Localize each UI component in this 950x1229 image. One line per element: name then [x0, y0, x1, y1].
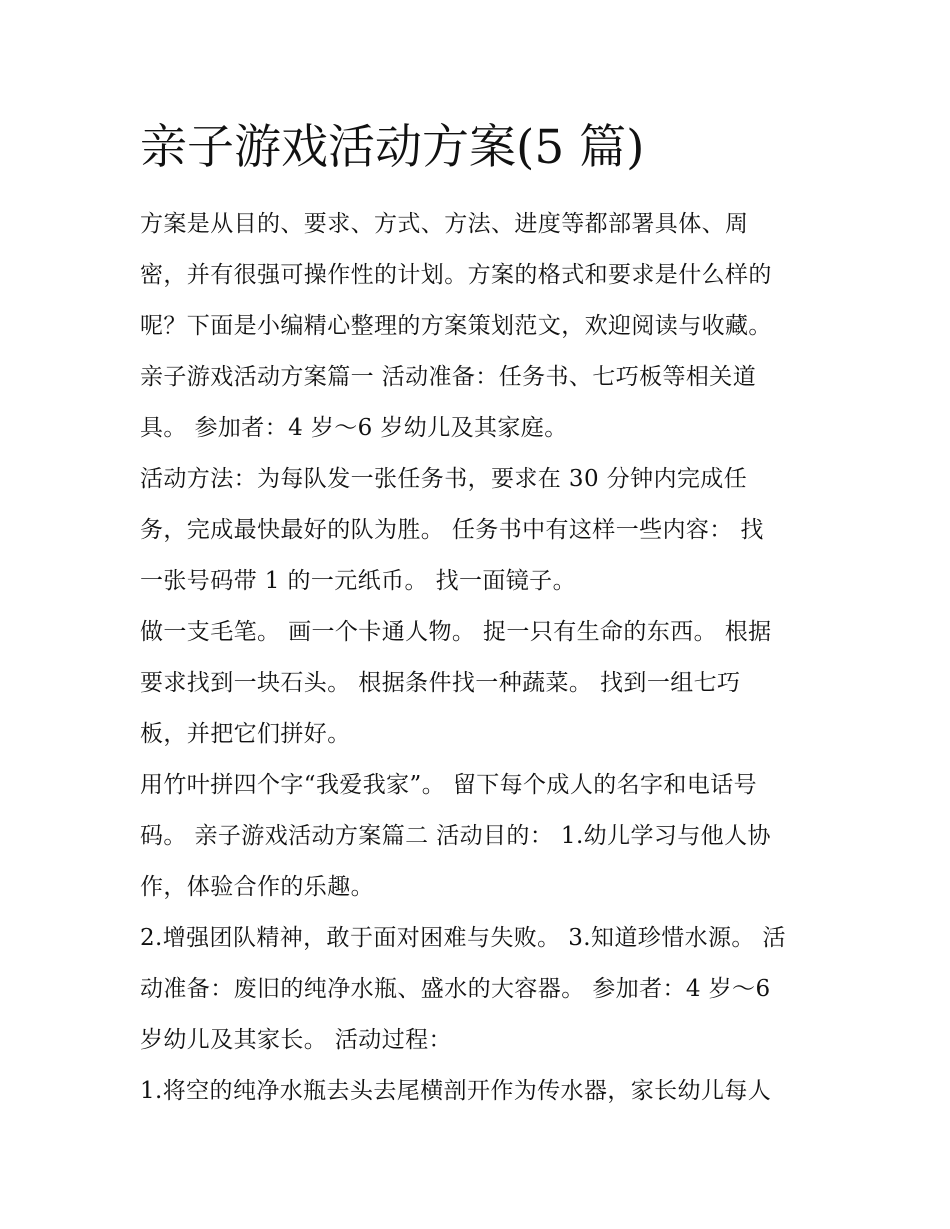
body-line: 要求找到一块石头。 根据条件找一种蔬菜。 找到一组七巧 — [140, 670, 741, 696]
body-line: 码。 亲子游戏活动方案篇二 活动目的： 1.幼儿学习与他人协 — [140, 823, 771, 849]
body-line: 活动方法：为每队发一张任务书，要求在 30 分钟内完成任 — [140, 466, 748, 492]
body-line: 动准备：废旧的纯净水瓶、盛水的大容器。 参加者：4 岁～6 — [140, 976, 771, 1002]
document-title: 亲子游戏活动方案(5 篇) — [140, 120, 645, 175]
body-line: 亲子游戏活动方案篇一 活动准备：任务书、七巧板等相关道 — [140, 364, 757, 390]
body-line: 作，体验合作的乐趣。 — [140, 874, 374, 900]
body-line: 做一支毛笔。 画一个卡通人物。 捉一只有生命的东西。 根据 — [140, 619, 772, 645]
body-line: 密，并有很强可操作性的计划。方案的格式和要求是什么样的 — [140, 262, 772, 288]
body-line: 1.将空的纯净水瓶去头去尾横剖开作为传水器，家长幼儿每人 — [140, 1078, 772, 1104]
document-body — [140, 199, 812, 1117]
body-line: 方案是从目的、要求、方式、方法、进度等都部署具体、周 — [140, 211, 749, 237]
body-line: 2.增强团队精神，敢于面对困难与失败。 3.知道珍惜水源。 活 — [140, 925, 786, 951]
body-line: 一张号码带 1 的一元纸币。 找一面镜子。 — [140, 568, 576, 594]
body-line: 务，完成最快最好的队为胜。 任务书中有这样一些内容： 找 — [140, 517, 764, 543]
body-line: 板，并把它们拼好。 — [140, 721, 351, 747]
body-line: 岁幼儿及其家长。 活动过程： — [140, 1027, 452, 1053]
body-line: 用竹叶拼四个字“我爱我家”。 留下每个成人的名字和电话号 — [140, 772, 758, 798]
body-line: 具。 参加者：4 岁～6 岁幼儿及其家庭。 — [140, 415, 568, 441]
body-line: 呢？下面是小编精心整理的方案策划范文，欢迎阅读与收藏。 — [140, 313, 772, 339]
